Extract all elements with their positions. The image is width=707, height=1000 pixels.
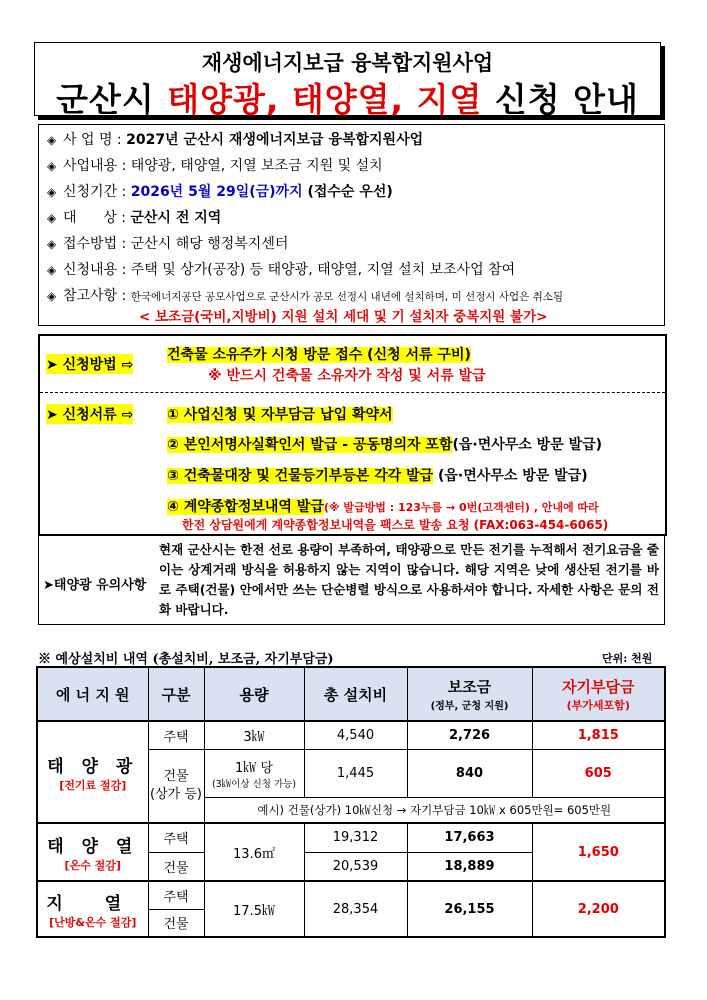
total-cell: 28,354 — [304, 881, 407, 937]
info-label: 참고사항 : — [63, 288, 127, 304]
info-value: 한국에너지공단 공모사업으로 군산시가 공모 선정시 내년에 설치하며, 미 선정시 사업은 취소됨 — [130, 291, 564, 303]
self-pay-cell: 1,815 — [532, 721, 665, 749]
table-row — [37, 721, 665, 749]
info-value: 태양광, 태양열, 지열 보조금 지원 및 설치 — [130, 158, 383, 174]
document-3: ③ 건축물대장 및 건물등기부등본 각각 발급 (읍·면사무소 방문 발급) — [167, 468, 588, 484]
total-cell: 4,540 — [304, 721, 407, 749]
diamond-bullet-icon: ◈ — [47, 263, 57, 277]
method-note: ※ 반드시 건축물 소유자가 작성 및 서류 발급 — [208, 368, 486, 384]
capacity-cell: 13.6㎡ — [204, 823, 304, 881]
info-row-request — [47, 259, 515, 279]
info-row-content — [47, 155, 383, 175]
subsidy-cell: 17,663 — [407, 823, 532, 852]
info-row-period — [47, 181, 393, 201]
header-capacity: 용량 — [204, 667, 304, 721]
type-cell: 주택 — [148, 823, 204, 852]
title-suffix: 신청 안내 — [482, 80, 639, 119]
info-deadline-note: (접수순 우선) — [302, 184, 393, 200]
header-subsidy: 보조금 (정부, 군청 지원) — [407, 667, 532, 721]
info-label: 사업내용 : — [63, 158, 127, 174]
solar-example-note: 예시) 건물(상가) 10㎾신청 → 자기부담금 10㎾ x 605만원= 605만원 — [204, 797, 665, 823]
type-cell: 건물 (상가 등) — [148, 749, 204, 823]
energy-geothermal: 지 열 [난방&온수 절감] — [37, 881, 148, 937]
info-label: 대 상 : — [63, 210, 126, 226]
table-row — [37, 823, 665, 852]
diamond-bullet-icon: ◈ — [47, 159, 57, 173]
method-label: ➤ 신청방법 ⇨ — [46, 354, 133, 374]
info-label: 사 업 명 : — [63, 132, 122, 148]
title-energy-types: 태양광, 태양열, 지열 — [167, 80, 483, 119]
title-line-1: 재생에너지보급 융복합지원사업 — [201, 51, 494, 75]
diamond-bullet-icon: ◈ — [47, 133, 57, 147]
subsidy-cell: 26,155 — [407, 881, 532, 937]
diamond-bullet-icon: ◈ — [47, 289, 57, 303]
subsidy-cell: 2,726 — [407, 721, 532, 749]
self-pay-cell: 1,650 — [532, 823, 665, 881]
document-4-instruction: 한전 상담원에게 계약종합정보내역을 팩스로 발송 요청 (FAX:063-454-6065) — [182, 518, 609, 532]
total-cell: 1,445 — [304, 749, 407, 797]
subsidy-cell: 18,889 — [407, 852, 532, 881]
info-box — [38, 124, 665, 326]
document-1: ① 사업신청 및 자부담금 납입 확약서 — [167, 407, 393, 423]
capacity-cell: 17.5㎾ — [204, 881, 304, 937]
table-row — [37, 881, 665, 909]
energy-solar-pv: 태 양 광 [전기료 절감] — [37, 721, 148, 823]
header-energy: 에 너 지 원 — [37, 667, 148, 721]
title-line-2 — [35, 74, 660, 121]
solar-notice-box — [38, 535, 665, 625]
info-value: 주택 및 상가(공장) 등 태양광, 태양열, 지열 설치 보조사업 참여 — [130, 262, 516, 278]
diamond-bullet-icon: ◈ — [47, 185, 57, 199]
type-cell: 건물 — [148, 909, 204, 937]
header-total: 총 설치비 — [304, 667, 407, 721]
capacity-cell: 3㎾ — [204, 721, 304, 749]
info-row-target — [47, 207, 221, 227]
duplicate-warning: < 보조금(국비,지방비) 지원 설치 세대 및 기 설치자 중복지원 불가> — [139, 309, 548, 325]
notice-label: ➤태양광 유의사항 — [43, 578, 147, 593]
subsidy-cell: 840 — [407, 749, 532, 797]
type-cell: 주택 — [148, 721, 204, 749]
application-method-box — [38, 334, 667, 536]
info-value: 군산시 해당 행정복지센터 — [130, 236, 289, 252]
divider — [40, 392, 665, 393]
self-pay-cell: 2,200 — [532, 881, 665, 937]
type-cell: 건물 — [148, 852, 204, 881]
type-cell: 주택 — [148, 881, 204, 909]
cost-table — [36, 666, 666, 938]
info-label: 신청기간 : — [63, 184, 127, 200]
table-header-row — [37, 667, 665, 721]
title-box — [34, 42, 661, 119]
cost-unit: 단위: 천원 — [602, 652, 653, 665]
diamond-bullet-icon: ◈ — [47, 237, 57, 251]
info-row-reference — [47, 285, 563, 305]
info-label: 신청내용 : — [63, 262, 127, 278]
diamond-bullet-icon: ◈ — [47, 211, 57, 225]
method-line: 건축물 소유주가 시청 방문 접수 (신청 서류 구비) — [167, 347, 471, 363]
title-prefix: 군산시 — [56, 80, 168, 119]
total-cell: 19,312 — [304, 823, 407, 852]
info-row-method — [47, 233, 288, 253]
notice-text: 현재 군산시는 한전 선로 용량이 부족하여, 태양광으로 만든 전기를 누적해서 전기요금을 줄이는 상계거래 방식을 허용하지 않는 지역이 많습니다. 해당 지역은 낮에 생산된 전기를 바로 주택(건물) 안에서만 쓰는 단순병렬 방식으로 사용하셔야 합니다. 자세한 사항은 문의 전화 바랍니다. — [159, 542, 659, 617]
header-type: 구분 — [148, 667, 204, 721]
total-cell: 20,539 — [304, 852, 407, 881]
capacity-cell: 1㎾ 당 (3㎾이상 신청 가능) — [204, 749, 304, 797]
info-value: 2027년 군산시 재생에너지보급 융복합지원사업 — [126, 132, 424, 148]
info-value: 군산시 전 지역 — [130, 210, 222, 226]
document-2: ② 본인서명사실확인서 발급 - 공동명의자 포함(읍·면사무소 방문 발급) — [167, 437, 603, 453]
document-4: ④ 계약종합정보내역 발급(※ 발급방법 : 123누름 → 0번(고객센터) , 안내에 따라 — [167, 499, 599, 515]
self-pay-cell: 605 — [532, 749, 665, 797]
cost-section-title: ※ 예상설치비 내역 (총설치비, 보조금, 자기부담금) — [38, 652, 334, 667]
energy-solar-thermal: 태 양 열 [온수 절감] — [37, 823, 148, 881]
info-row-project — [47, 129, 423, 149]
documents-label: ➤ 신청서류 ⇨ — [46, 404, 133, 424]
header-self-pay: 자기부담금 (부가세포함) — [532, 667, 665, 721]
info-deadline: 2026년 5월 29일(금)까지 — [130, 184, 303, 200]
info-label: 접수방법 : — [63, 236, 127, 252]
